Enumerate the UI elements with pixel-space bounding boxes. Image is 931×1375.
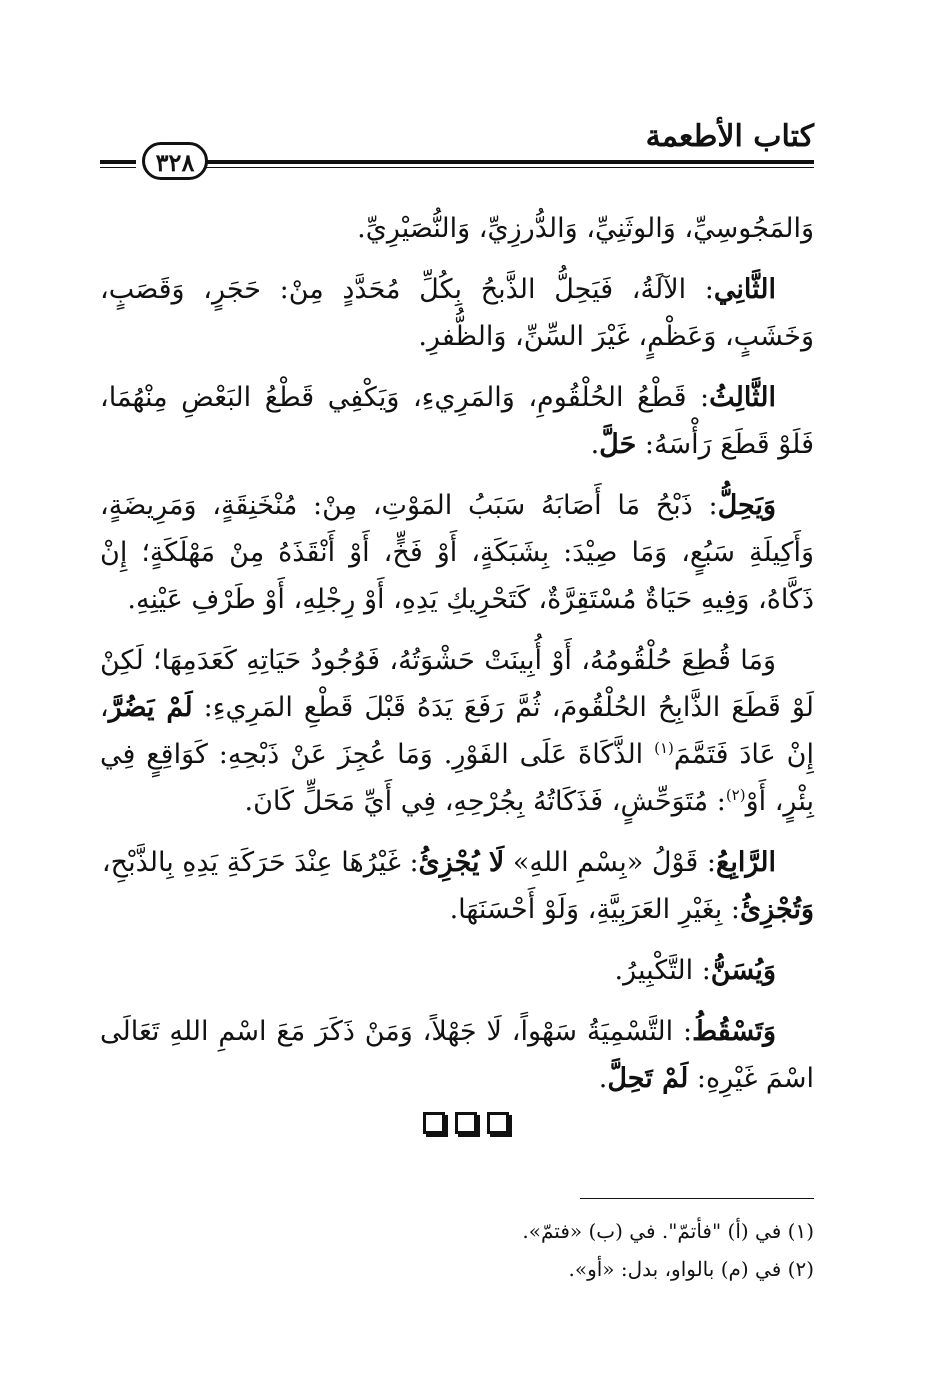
- paragraph-3: [100, 374, 814, 468]
- main-text: [100, 205, 814, 1116]
- text: : التَّكْبِيرُ.: [614, 955, 711, 986]
- lead-term: الرَّابِعُ: [715, 847, 776, 878]
- paragraph-1: [100, 205, 814, 252]
- footnote-ref-1[interactable]: (١): [654, 739, 674, 757]
- ruling: لَا يُجْزِئُ: [418, 847, 505, 878]
- text: الذَّكَاةَ عَلَى الفَوْرِ. وَمَا عُجِزَ عَنْ ذَبْحِهِ: كَوَاقِعٍ فِي بِئْرٍ، أَوْ: [100, 739, 814, 817]
- lead-term: الثَّانِي: [713, 274, 776, 305]
- square-ornament-icon: [487, 1112, 509, 1134]
- text: .: [590, 429, 600, 460]
- text: : غَيْرُهَا عِنْدَ حَرَكَةِ يَدِهِ بِالذَّبْحِ،: [101, 847, 419, 878]
- text: : الآلَةُ، فَيَحِلُّ الذَّبحُ بِكُلِّ مُحَدَّدٍ مِنْ: حَجَرٍ، وَقَصَبٍ، وَخَشَبٍ، وَعَظْمٍ، غَيْرَ السِّنِّ، وَالظُّفرِ.: [100, 274, 814, 352]
- paragraph-5: [100, 637, 814, 825]
- ruling: حَلَّ: [599, 429, 637, 460]
- ruling: لَمْ يَضُرَّ: [108, 692, 193, 723]
- footnote-1: (١) في (أ) "فأتمّ". في (ب) «فتمّ».: [522, 1219, 814, 1243]
- section-end-ornament: [0, 1112, 931, 1138]
- page-header: [100, 118, 814, 182]
- ruling: لَمْ تَحِلَّ: [607, 1063, 689, 1094]
- footnote-divider: [580, 1198, 814, 1199]
- text: : التَّسْمِيَةُ سَهْواً، لَا جَهْلاً، وَمَنْ ذَكَرَ مَعَ اسْمِ اللهِ تَعَالَى اسْمَ غَيْرِهِ:: [100, 1016, 814, 1094]
- paragraph-7: [100, 947, 814, 994]
- text: : مُتَوَحِّشٍ، فَذَكَاتُهُ بِجُرْحِهِ، فِي أَيِّ مَحَلٍّ كَانَ.: [244, 786, 726, 817]
- square-ornament-icon: [423, 1112, 445, 1134]
- text: ، إِنْ عَادَ فَتَمَّمَ: [100, 692, 814, 770]
- lead-term: وَيُسَنُّ: [710, 955, 776, 986]
- footnote-ref-2[interactable]: (٢): [725, 786, 746, 804]
- book-title: كتاب الأطعمة: [645, 119, 814, 154]
- text: وَالمَجُوسِيِّ، وَالوثَنِيِّ، وَالدُّرزِيِّ، وَالنُّصَيْرِيِّ.: [357, 213, 814, 244]
- paragraph-8: [100, 1008, 814, 1102]
- page-number: ٣٢٨: [142, 142, 208, 180]
- lead-term: وَيَحِلُّ: [717, 490, 776, 521]
- text: : قَوْلُ «بِسْمِ اللهِ»: [504, 847, 716, 878]
- header-rule-thin: [204, 167, 814, 168]
- paragraph-2: [100, 266, 814, 360]
- footnotes: [100, 1212, 814, 1288]
- text: وَمَا قُطِعَ حُلْقُومُهُ، أَوْ أُبِينَتْ حَشْوَتُهُ، فَوُجُودُ حَيَاتِهِ كَعَدَمِهَا؛ لَكِنْ لَوْ قَطَعَ الذَّابِحُ الحُلْقُومَ، ثُمَّ رَفَعَ يَدَهُ قَبْلَ قَطْعِ المَرِيءِ:: [100, 645, 815, 723]
- header-rule-left-thin: [100, 167, 136, 168]
- header-rule-left: [100, 160, 136, 164]
- ruling: وَتُجْزِئُ: [739, 894, 814, 925]
- text: : بِغَيْرِ العَرَبِيَّةِ، وَلَوْ أَحْسَنَهَا.: [449, 894, 740, 925]
- text: : قَطْعُ الحُلْقُومِ، وَالمَرِيءِ، وَيَكْفِي قَطْعُ البَعْضِ مِنْهُمَا، فَلَوْ قَطَعَ رَأْسَهُ:: [100, 382, 814, 460]
- paragraph-4: [100, 482, 814, 623]
- paragraph-6: [100, 839, 814, 933]
- square-ornament-icon: [455, 1112, 477, 1134]
- text: : ذَبْحُ مَا أَصَابَهُ سَبَبُ المَوْتِ، مِنْ: مُنْخَنِقَةٍ، وَمَرِيضَةٍ، وَأَكِيلَةِ سَبُعٍ، وَمَا صِيْدَ: بِشَبَكَةٍ، أَوْ فَخٍّ، أَوْ أَنْقَذَهُ مِنْ مَهْلَكَةٍ؛ إِنْ ذَكَّاهُ، وَفِيهِ حَيَاةٌ مُسْتَقِرَّةٌ، كَتَحْرِيكِ يَدِهِ، أَوْ رِجْلِهِ، أَوْ طَرْفِ عَيْنِهِ.: [100, 490, 814, 615]
- lead-term: وَتَسْقُطُ: [692, 1016, 776, 1047]
- footnote-2: (٢) في (م) بالواو، بدل: «أو».: [568, 1257, 814, 1281]
- text: .: [598, 1063, 608, 1094]
- header-rule: [204, 160, 814, 164]
- lead-term: الثَّالِثُ: [709, 382, 776, 413]
